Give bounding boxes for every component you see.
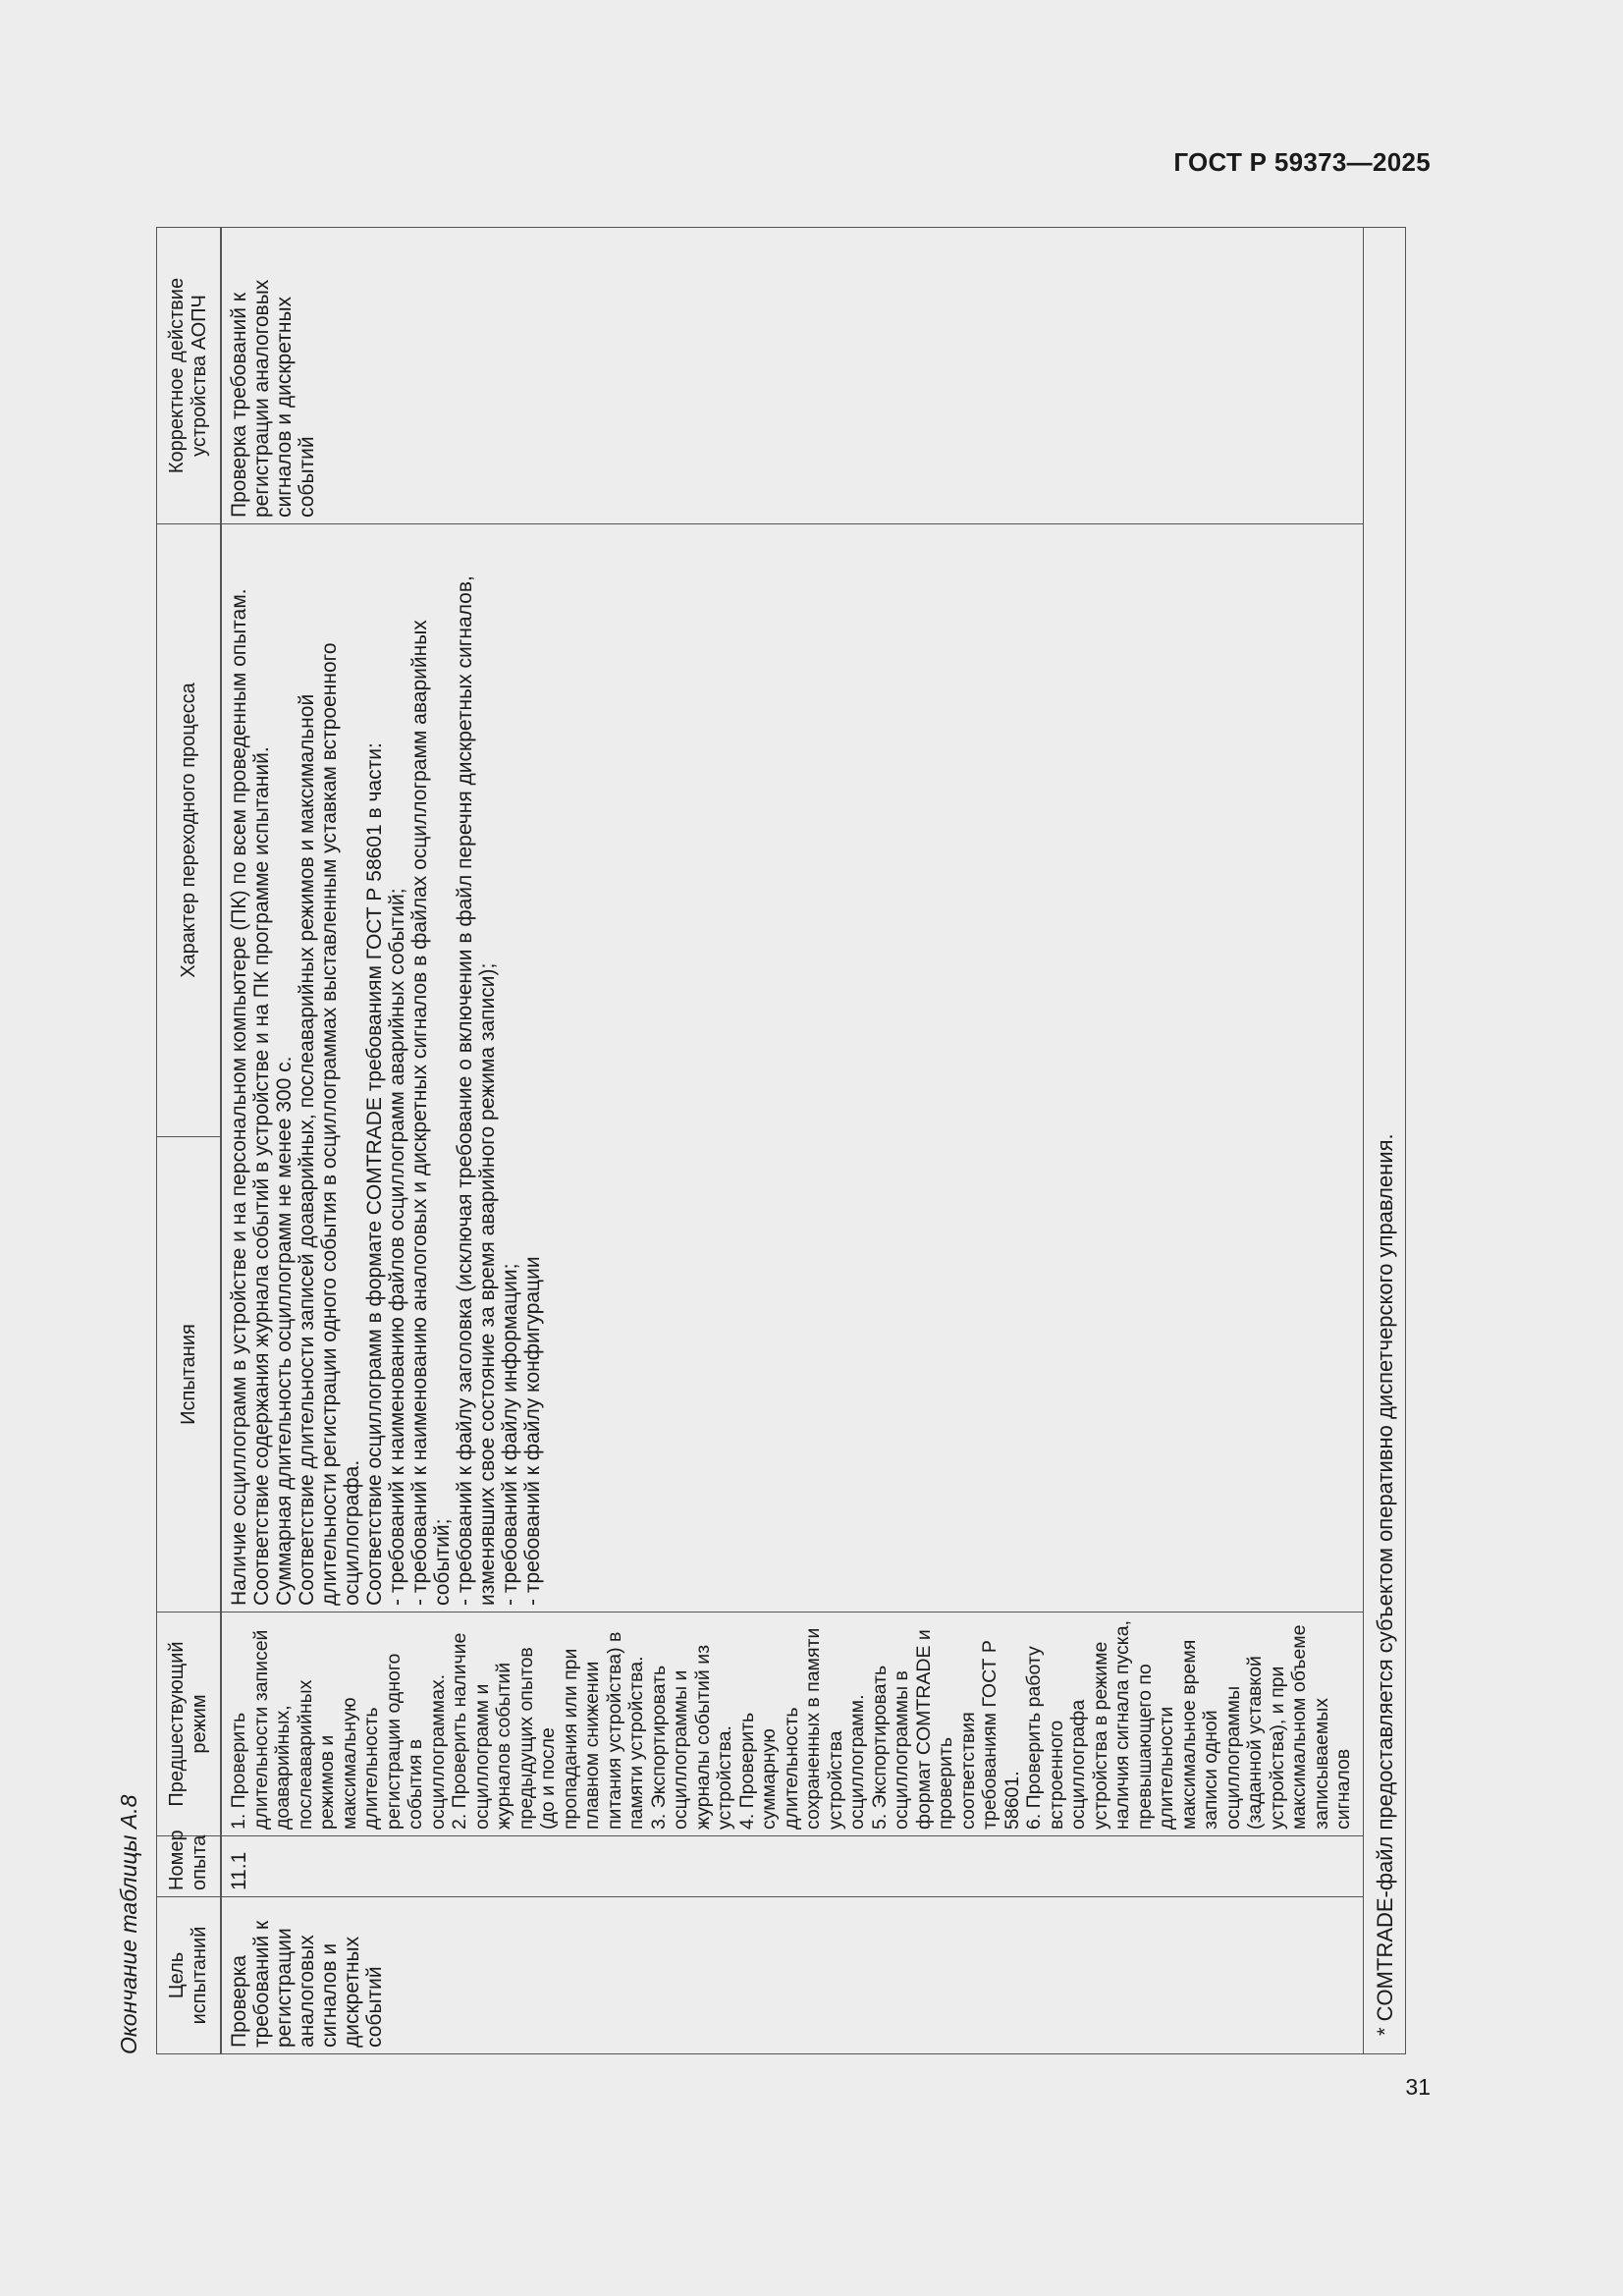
column-header-preceding: Предшествующий режим [157, 1613, 222, 1836]
column-header-tests-label: Испытания [157, 1136, 220, 1612]
cell-number: 11.1 [221, 1836, 1364, 1897]
test-criterion: Суммарная длительность осциллограмм не менее 300 с. [273, 1056, 296, 1606]
table-footnote: * COMTRADE-файл предоставляется субъектом оперативно диспетчерского управления. [1364, 228, 1406, 2054]
column-header-number: Номер опыта [157, 1836, 222, 1897]
preceding-step: 4. Проверить суммарную длительность сохраненных в памяти устройства осциллограмм. [735, 1627, 868, 1830]
test-criterion: - требований к файлу информации; [499, 1263, 521, 1606]
column-header-goal: Цель испытаний [157, 1897, 222, 2054]
preceding-step: 1. Проверить длительности записей доаварийных, послеаварийных режимов и максимальную длительность регистрации одного события в осциллограммах. [228, 1629, 449, 1830]
column-header-tests [157, 524, 222, 1613]
cell-goal: Проверка требований к регистрации аналоговых сигналов и дискретных событий [221, 1897, 1364, 2054]
preceding-step: 2. Проверить наличие осциллограмм и журналов событий предыдущих опытов (до и после пропадания или при плавном снижении питания устройства) в памяти устройства. [449, 1631, 647, 1830]
column-header-process: Характер переходного процесса [177, 683, 199, 978]
preceding-step: 3. Экспортировать осциллограммы и журналы событий из устройства. [647, 1644, 735, 1830]
cell-preceding [221, 1613, 1364, 1836]
table-footnote-row [1364, 228, 1406, 2054]
test-criterion: Наличие осциллограмм в устройстве и на персональном компьютере (ПК) по всем проведенным опытам. [228, 588, 250, 1606]
table-header-row [157, 228, 222, 2054]
table-row [221, 228, 1364, 2054]
test-criterion: Соответствие содержания журнала событий в устройстве и на ПК программе испытаний. [250, 746, 273, 1606]
document-standard-header: ГОСТ Р 59373—2025 [1173, 147, 1431, 177]
cell-tests [221, 524, 1364, 1613]
test-table [156, 227, 1406, 2054]
preceding-step: 6. Проверить работу встроенного осциллографа устройства в режиме наличия сигнала пуска, превышающего по длительности максимальное время записи одной осциллограммы (заданной уставкой устройства), и при максимальном объеме записываемых сигналов [1023, 1620, 1354, 1830]
column-header-correct: Корректное действие устройства АОПЧ [157, 228, 222, 524]
test-criterion: - требований к наименованию файлов осциллограмм аварийных событий; [386, 888, 408, 1606]
preceding-step: 5. Экспортировать осциллограммы в формат COMTRADE и проверить соответствия требованиям ГОСТ Р 58601. [868, 1629, 1023, 1830]
cell-correct: Проверка требований к регистрации аналоговых сигналов и дискретных событий [221, 228, 1364, 524]
test-criterion: - требований к файлу заголовка (исключая требование о включении в файл перечня дискретных сигналов, изменявших свое состояние за время аварийного режима записи); [454, 575, 499, 1606]
test-criterion: Соответствие осциллограмм в формате COMTRADE требованиям ГОСТ Р 58601 в части: [363, 742, 386, 1606]
test-criterion: - требований к файлу конфигурации [521, 1256, 544, 1606]
test-criterion: Соответствие длительности записей доаварийных, послеаварийных режимов и максимальной длительности регистрации одного события в осциллограммах выставленным уставкам встроенного осциллографа. [296, 642, 363, 1606]
test-criterion: - требований к наименованию аналоговых и дискретных сигналов в файлах осциллограмм аварийных событий; [408, 620, 454, 1606]
table-caption: Окончание таблицы А.8 [116, 1794, 141, 2054]
rotated-table-block [114, 228, 1397, 2054]
page-number: 31 [1405, 2074, 1431, 2100]
